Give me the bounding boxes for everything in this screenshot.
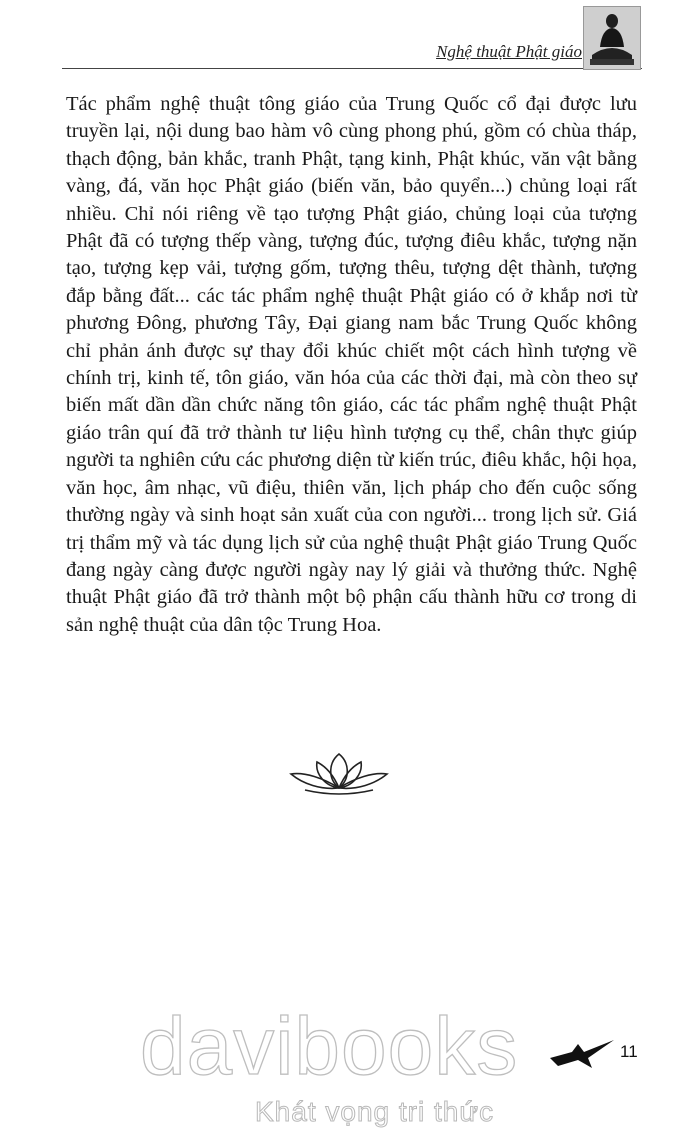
running-title: Nghệ thuật Phật giáo xyxy=(436,42,582,61)
lotus-icon xyxy=(285,748,393,798)
watermark-tagline: Khát vọng tri thức xyxy=(255,1096,495,1127)
body-paragraph: Tác phẩm nghệ thuật tông giáo của Trung Quốc cổ đại được lưu truyền lại, nội dung bao hàm vô cùng phong phú, gồm có chùa tháp, thạch động, bản khắc, tranh Phật, tạng kinh, Phật khúc, văn vật bằng vàng, đá, văn học Phật giáo (biến văn, bảo quyển...) chủng loại rất nhiều. Chỉ nói riêng về tạo tượng Phật giáo, chủng loại của tượng Phật đã có tượng thếp vàng, tượng đúc, tượng điêu khắc, tượng nặn tạo, tượng kẹp vải, tượng gốm, tượng thêu, tượng dệt thành, tượng đắp bằng đất... các tác phẩm nghệ thuật Phật giáo có ở khắp nơi từ phương Đông, phương Tây, Đại giang nam bắc Trung Quốc không chỉ phản ánh được sự thay đổi khúc chiết một cách hình tượng về chính trị, kinh tế, tôn giáo, văn hóa của các thời đại, mà còn theo sự biến mất dần dần chức năng tôn giáo, các tác phẩm nghệ thuật Phật giáo trân quí đã trở thành tư liệu hình tượng cụ thể, chân thực giúp người ta nghiên cứu các phương diện từ kiến trúc, điêu khắc, hội họa, văn học, âm nhạc, vũ điệu, thiên văn, lịch pháp cho đến cuộc sống thường ngày và sinh hoạt sản xuất của con người... trong lịch sử. Giá trị thẩm mỹ và tác dụng lịch sử của nghệ thuật Phật giáo Trung Quốc đang ngày càng được người ngày nay lý giải và thưởng thức. Nghệ thuật Phật giáo đã trở thành một bộ phận cấu thành hữu cơ trong di sản nghệ thuật của dân tộc Trung Hoa. xyxy=(66,93,637,636)
header-rule xyxy=(62,68,642,69)
watermark-brand: davibooks xyxy=(140,1001,519,1092)
buddha-statue-icon xyxy=(583,6,641,70)
brush-stroke-icon xyxy=(548,1034,616,1072)
page-number: 11 xyxy=(620,1042,638,1061)
